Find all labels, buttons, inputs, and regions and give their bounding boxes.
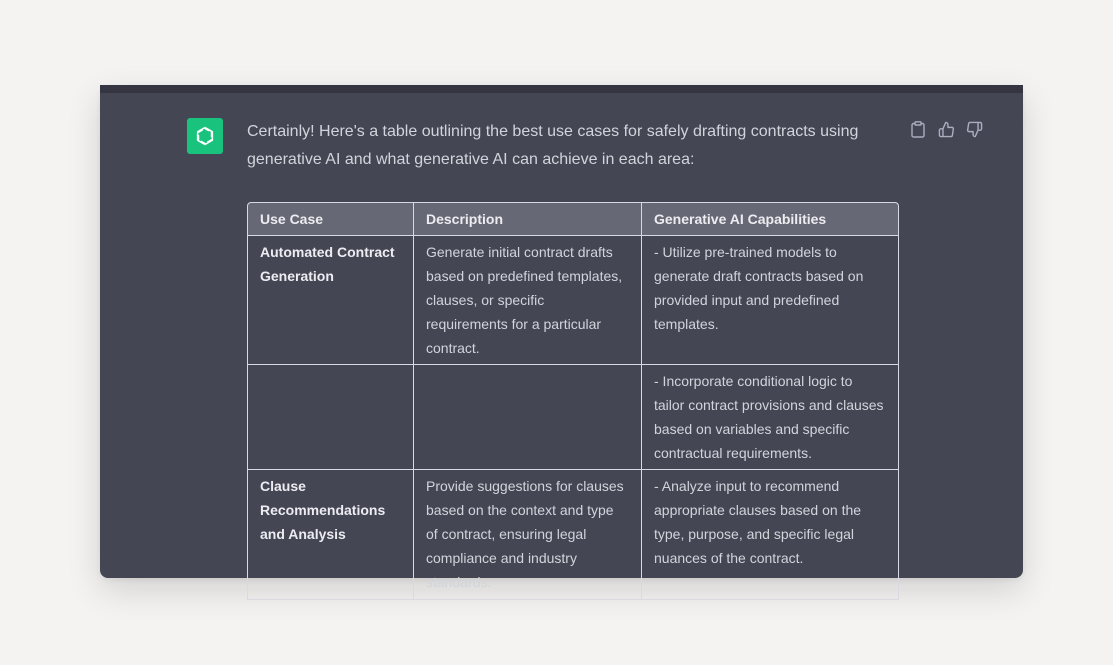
header-use-case: Use Case — [247, 202, 414, 236]
message-actions — [910, 120, 982, 138]
clipboard-icon — [911, 121, 925, 138]
table-row — [247, 236, 899, 365]
header-description: Description — [414, 202, 642, 236]
use-case-table-container — [247, 202, 899, 600]
cell-description: Generate initial contract drafts based on predefined templates, clauses, or specific requirements for a particular contract. — [414, 236, 642, 365]
cell-use-case — [247, 365, 414, 470]
header-capabilities: Generative AI Capabilities — [642, 202, 899, 236]
cell-capabilities: - Analyze input to recommend appropriate clauses based on the type, purpose, and specific legal nuances of the contract. — [642, 470, 899, 600]
thumbs-down-button[interactable] — [966, 120, 982, 138]
openai-logo-icon — [187, 118, 223, 154]
chat-message-panel — [100, 85, 1023, 590]
cell-use-case: Automated Contract Generation — [247, 236, 414, 365]
assistant-message-text: Certainly! Here's a table outlining the best use cases for safely drafting contracts using generative AI and what generative AI can achieve in each area: — [247, 123, 859, 168]
cell-capabilities: - Incorporate conditional logic to tailor contract provisions and clauses based on variables and specific contractual requirements. — [642, 365, 899, 470]
cell-use-case: Clause Recommendations and Analysis — [247, 470, 414, 600]
panel-top-strip — [100, 85, 1023, 93]
cell-capabilities: - Utilize pre-trained models to generate draft contracts based on provided input and predefined templates. — [642, 236, 899, 365]
table-header-row — [247, 202, 899, 236]
thumbs-up-button[interactable] — [938, 120, 954, 138]
copy-button[interactable] — [910, 120, 926, 138]
cell-description: Provide suggestions for clauses based on the context and type of contract, ensuring legal compliance and industry standards. — [414, 470, 642, 600]
thumbs-up-icon — [938, 121, 955, 138]
table-row — [247, 470, 899, 600]
table-row — [247, 365, 899, 470]
cell-description — [414, 365, 642, 470]
thumbs-down-icon — [966, 121, 983, 138]
use-case-table — [247, 202, 899, 600]
